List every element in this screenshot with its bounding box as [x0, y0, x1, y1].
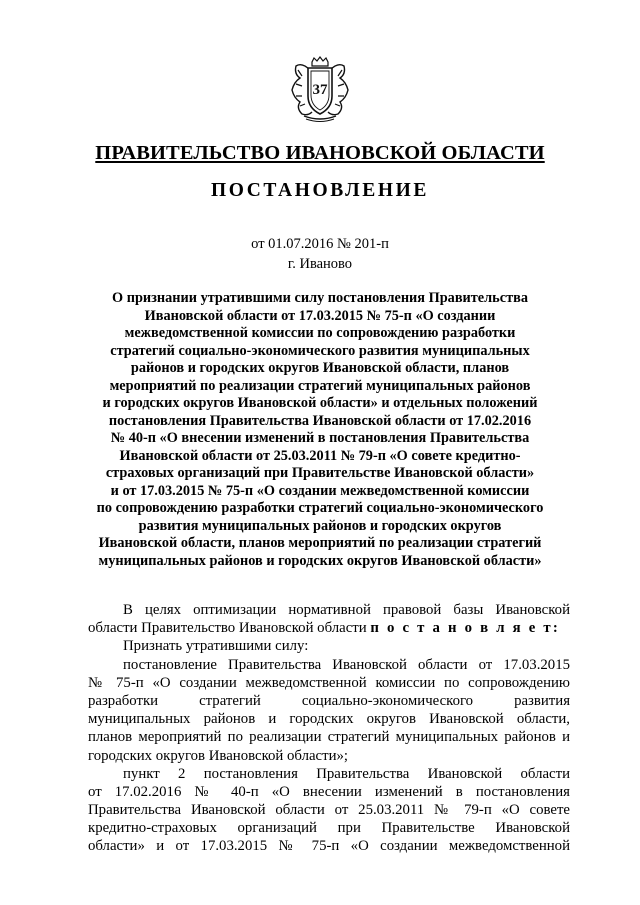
- coat-of-arms-emblem: [288, 56, 352, 124]
- body-paragraph-line: от 17.02.2016 № 40-п «О внесении изменений в постановления: [88, 783, 570, 800]
- title-line: по сопровождению разработки стратегий социально-экономического: [96, 500, 544, 516]
- body-paragraph-line: В целях оптимизации нормативной правовой базы Ивановской: [123, 602, 570, 618]
- title-line: мероприятий по реализации стратегий муниципальных районов: [109, 377, 531, 394]
- title-line: постановления Правительства Ивановской области от 17.02.2016: [108, 412, 532, 429]
- document-type: ПОСТАНОВЛЕНИЕ: [210, 180, 430, 201]
- title-line: муниципальных районов и городских округов Ивановской области»: [98, 552, 542, 569]
- title-line: стратегий социально-экономического развития муниципальных: [110, 342, 530, 359]
- date-number: от 01.07.2016 № 201-п: [251, 236, 389, 252]
- body-paragraph-line: городских округов Ивановской области»;: [88, 747, 348, 764]
- government-name: ПРАВИТЕЛЬСТВО ИВАНОВСКОЙ ОБЛАСТИ: [95, 142, 545, 164]
- city: г. Иваново: [287, 256, 353, 272]
- body-paragraph-line: пункт 2 постановления Правительства Ивановской области: [123, 765, 570, 782]
- body-paragraph-line: кредитно-страховых организаций при Правительстве Ивановской: [88, 820, 570, 837]
- decree-keyword: п о с т а н о в л я е т:: [370, 620, 560, 637]
- body-paragraph-line: разработки стратегий социально-экономического развития: [88, 692, 570, 709]
- title-line: О признании утратившими силу постановления Правительства: [112, 290, 528, 306]
- title-line: страховых организаций при Правительстве Ивановской области»: [105, 465, 535, 481]
- title-line: и городских округов Ивановской области» и отдельных положений: [102, 395, 538, 411]
- body-text: области Правительство Ивановской области: [88, 620, 367, 637]
- body-paragraph-line: [88, 619, 570, 637]
- body-paragraph-line: Правительства Ивановской области от 25.03.2011 № 79-п «О совете: [88, 802, 570, 819]
- body-paragraph-line: области» и от 17.03.2015 № 75-п «О создании межведомственной: [88, 838, 570, 855]
- title-line: Ивановской области, планов мероприятий по реализации стратегий: [98, 535, 542, 551]
- body-paragraph-line: муниципальных районов и городских округов Ивановской области,: [88, 711, 570, 728]
- title-line: развития муниципальных районов и городских округов: [138, 517, 502, 534]
- title-line: Ивановской области от 17.03.2015 № 75-п «О создании: [144, 307, 496, 324]
- emblem-shield-number: 37: [312, 82, 328, 98]
- title-line: Ивановской области от 25.03.2011 № 79-п «О совете кредитно-: [119, 447, 521, 464]
- title-line: межведомственной комиссии по сопровождению разработки: [124, 325, 516, 341]
- document-title: [60, 290, 580, 570]
- body-paragraph-line: № 75-п «О создании межведомственной комиссии по сопровождению: [88, 674, 570, 691]
- body-paragraph-line: постановление Правительства Ивановской области от 17.03.2015: [123, 656, 570, 673]
- title-line: районов и городских округов Ивановской области, планов: [130, 360, 510, 376]
- body-paragraph-line: Признать утратившими силу:: [123, 638, 309, 655]
- title-line: № 40-п «О внесении изменений в постановления Правительства: [110, 430, 530, 446]
- body-paragraph-line: планов мероприятий по реализации стратегий муниципальных районов и: [88, 729, 570, 746]
- title-line: и от 17.03.2015 № 75-п «О создании межведомственной комиссии: [110, 482, 530, 499]
- document-body: [88, 601, 570, 856]
